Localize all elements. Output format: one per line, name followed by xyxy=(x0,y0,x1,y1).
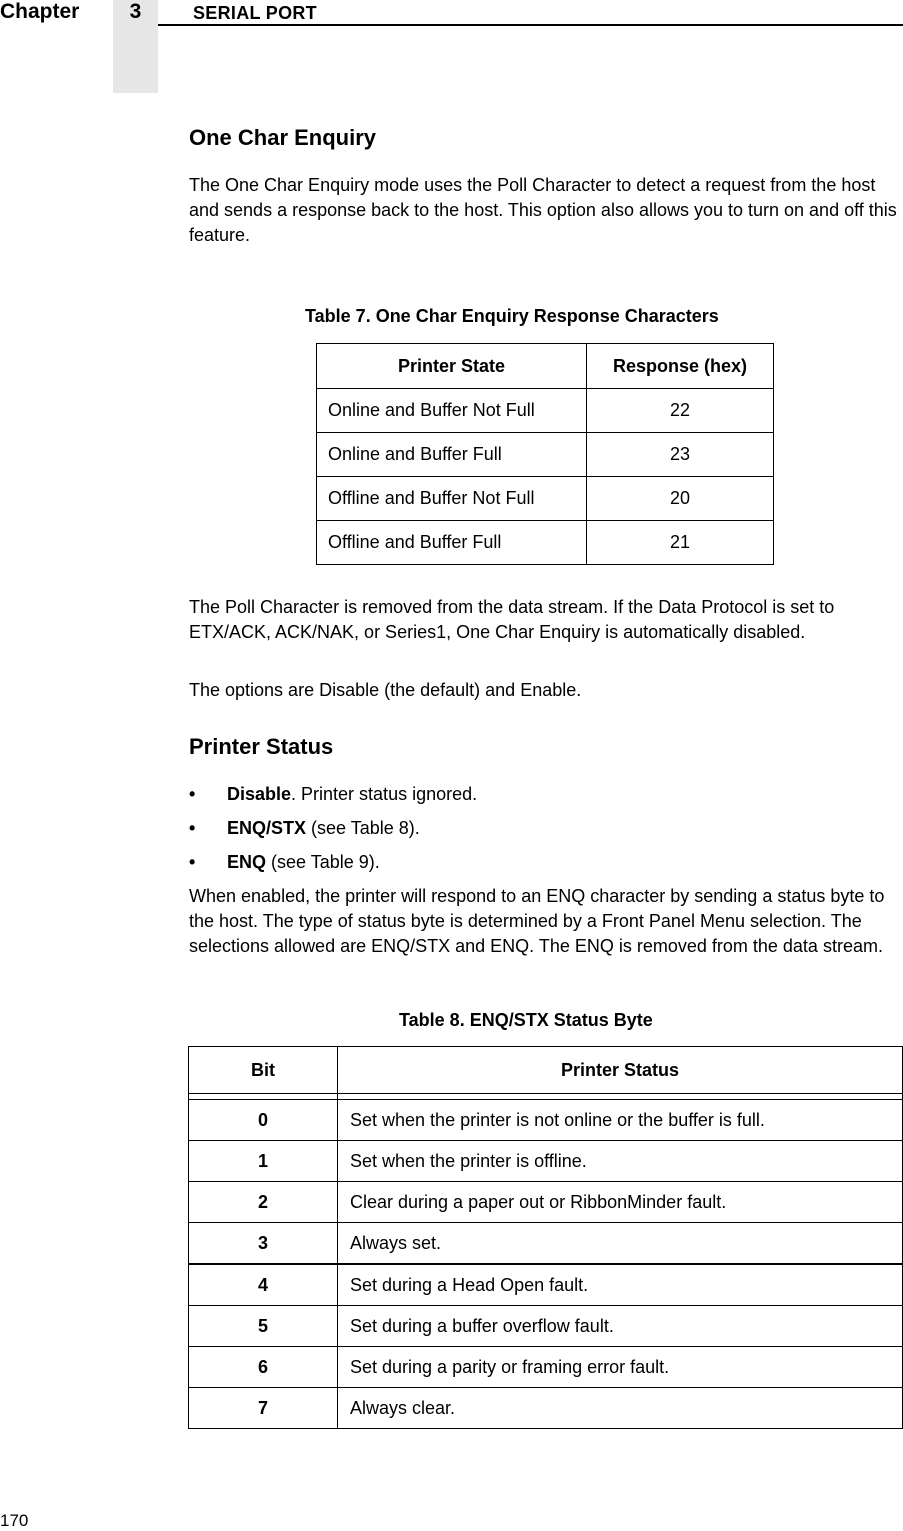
poll-character-paragraph: The Poll Character is removed from the data stream. If the Data Protocol is set to ETX/ACK, ACK/NAK, or Series1, One Char Enquiry is automatically disabled. xyxy=(189,597,835,642)
heading-one-char-enquiry: One Char Enquiry xyxy=(189,125,377,150)
table-row xyxy=(189,1141,903,1182)
cell-status: Set during a Head Open fault. xyxy=(338,1264,903,1306)
printer-status-description: When enabled, the printer will respond to an ENQ character by sending a status byte to the host. The type of status byte is determined by a Front Panel Menu selection. The selections allowed are ENQ/STX and ENQ. The ENQ is removed from the data stream. xyxy=(189,886,885,956)
cell-bit: 6 xyxy=(189,1347,338,1388)
bullet-glyph: • xyxy=(189,818,196,838)
table7-caption: Table 7. One Char Enquiry Response Characters xyxy=(305,306,719,326)
bullet-glyph: • xyxy=(189,784,196,804)
bullet-term: ENQ/STX xyxy=(227,818,307,838)
table-row xyxy=(317,477,774,521)
cell-bit: 2 xyxy=(189,1182,338,1223)
header-bit: Bit xyxy=(189,1047,338,1094)
table-header-row xyxy=(317,344,774,389)
header-printer-status: Printer Status xyxy=(338,1047,903,1094)
header-response-hex: Response (hex) xyxy=(587,344,774,389)
cell-status: Set during a buffer overflow fault. xyxy=(338,1306,903,1347)
table-row xyxy=(189,1306,903,1347)
options-paragraph: The options are Disable (the default) and Enable. xyxy=(189,680,582,700)
section-title: SERIAL PORT xyxy=(193,3,317,23)
table-row xyxy=(317,433,774,477)
cell-printer-state: Offline and Buffer Full xyxy=(317,521,587,565)
cell-response: 23 xyxy=(587,433,774,477)
cell-bit: 0 xyxy=(189,1100,338,1141)
bullet-text: (see Table 9). xyxy=(266,852,380,872)
bullet-text: (see Table 8). xyxy=(306,818,420,838)
bullet-glyph: • xyxy=(189,852,196,872)
table8-caption: Table 8. ENQ/STX Status Byte xyxy=(399,1010,653,1030)
cell-status: Clear during a paper out or RibbonMinder fault. xyxy=(338,1182,903,1223)
chapter-label: Chapter xyxy=(0,0,80,23)
header-printer-state: Printer State xyxy=(317,344,587,389)
table-row xyxy=(317,521,774,565)
heading-printer-status: Printer Status xyxy=(189,734,334,759)
bullet-term: ENQ xyxy=(227,852,267,872)
cell-response: 22 xyxy=(587,389,774,433)
table-row xyxy=(189,1347,903,1388)
table-row xyxy=(189,1182,903,1223)
table-one-char-enquiry xyxy=(316,343,774,565)
table-row xyxy=(317,389,774,433)
table-header-row xyxy=(189,1047,903,1094)
cell-response: 20 xyxy=(587,477,774,521)
cell-status: Set during a parity or framing error fault. xyxy=(338,1347,903,1388)
cell-printer-state: Offline and Buffer Not Full xyxy=(317,477,587,521)
page-number: 170 xyxy=(0,1511,29,1530)
cell-bit: 1 xyxy=(189,1141,338,1182)
table-row xyxy=(189,1223,903,1265)
cell-printer-state: Online and Buffer Not Full xyxy=(317,389,587,433)
cell-status: Always set. xyxy=(338,1223,903,1265)
table-row xyxy=(189,1100,903,1141)
cell-bit: 3 xyxy=(189,1223,338,1265)
cell-bit: 4 xyxy=(189,1264,338,1306)
header-rule xyxy=(158,24,903,26)
table-row xyxy=(189,1264,903,1306)
cell-bit: 7 xyxy=(189,1388,338,1429)
cell-status: Set when the printer is not online or the buffer is full. xyxy=(338,1100,903,1141)
table-enq-stx-status-byte xyxy=(188,1046,903,1429)
table-row xyxy=(189,1388,903,1429)
bullet-term: Disable xyxy=(227,784,292,804)
bullet-text: . Printer status ignored. xyxy=(291,784,478,804)
one-char-intro: The One Char Enquiry mode uses the Poll Character to detect a request from the host and sends a response back to the host. This option also allows you to turn on and off this feature. xyxy=(189,175,897,245)
cell-status: Always clear. xyxy=(338,1388,903,1429)
cell-printer-state: Online and Buffer Full xyxy=(317,433,587,477)
cell-status: Set when the printer is offline. xyxy=(338,1141,903,1182)
chapter-number: 3 xyxy=(129,0,142,23)
cell-response: 21 xyxy=(587,521,774,565)
cell-bit: 5 xyxy=(189,1306,338,1347)
